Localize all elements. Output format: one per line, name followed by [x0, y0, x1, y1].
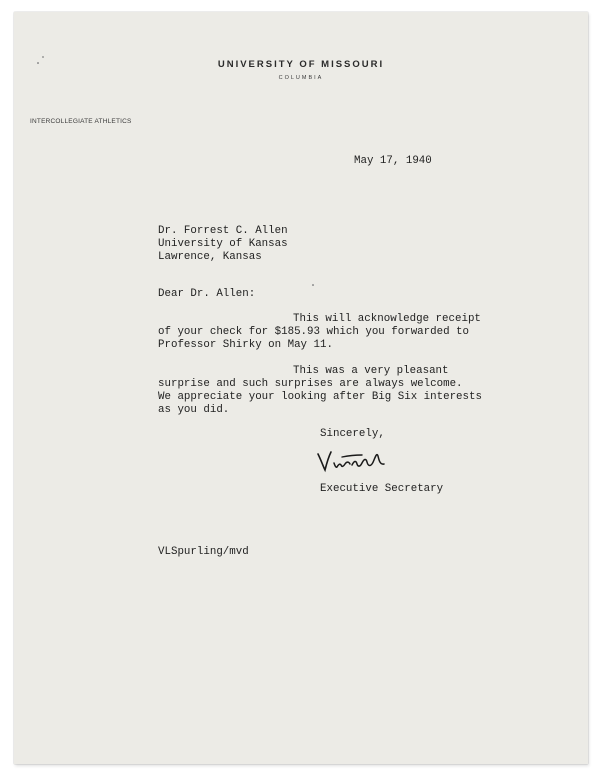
salutation: Dear Dr. Allen:	[158, 288, 256, 300]
recipient-organization: University of Kansas	[158, 238, 288, 250]
paragraph2-line2: surprise and such surprises are always welcome.	[158, 378, 463, 390]
letter-date: May 17, 1940	[354, 155, 432, 167]
letterhead-subtitle: COLUMBIA	[278, 75, 324, 81]
paragraph1-line1: This will acknowledge receipt	[293, 313, 481, 325]
paragraph1-line2: of your check for $185.93 which you forwarded to	[158, 326, 470, 338]
reference-initials: VLSpurling/mvd	[158, 546, 249, 558]
letter-page	[14, 12, 588, 764]
paragraph2-line1: This was a very pleasant	[293, 365, 449, 377]
recipient-location: Lawrence, Kansas	[158, 251, 262, 263]
closing: Sincerely,	[320, 428, 385, 440]
letterhead-title: UNIVERSITY OF MISSOURI	[217, 59, 385, 70]
recipient-name: Dr. Forrest C. Allen	[158, 225, 288, 237]
paragraph1-line3: Professor Shirky on May 11.	[158, 339, 333, 351]
paper-speck	[37, 62, 39, 64]
paper-speck	[312, 284, 314, 286]
handwritten-signature	[314, 446, 394, 476]
paragraph2-line3: We appreciate your looking after Big Six interests	[158, 391, 482, 403]
paragraph2-line4: as you did.	[158, 404, 230, 416]
signer-title: Executive Secretary	[320, 483, 444, 495]
department-name: INTERCOLLEGIATE ATHLETICS	[30, 118, 132, 125]
paper-speck	[42, 56, 44, 58]
